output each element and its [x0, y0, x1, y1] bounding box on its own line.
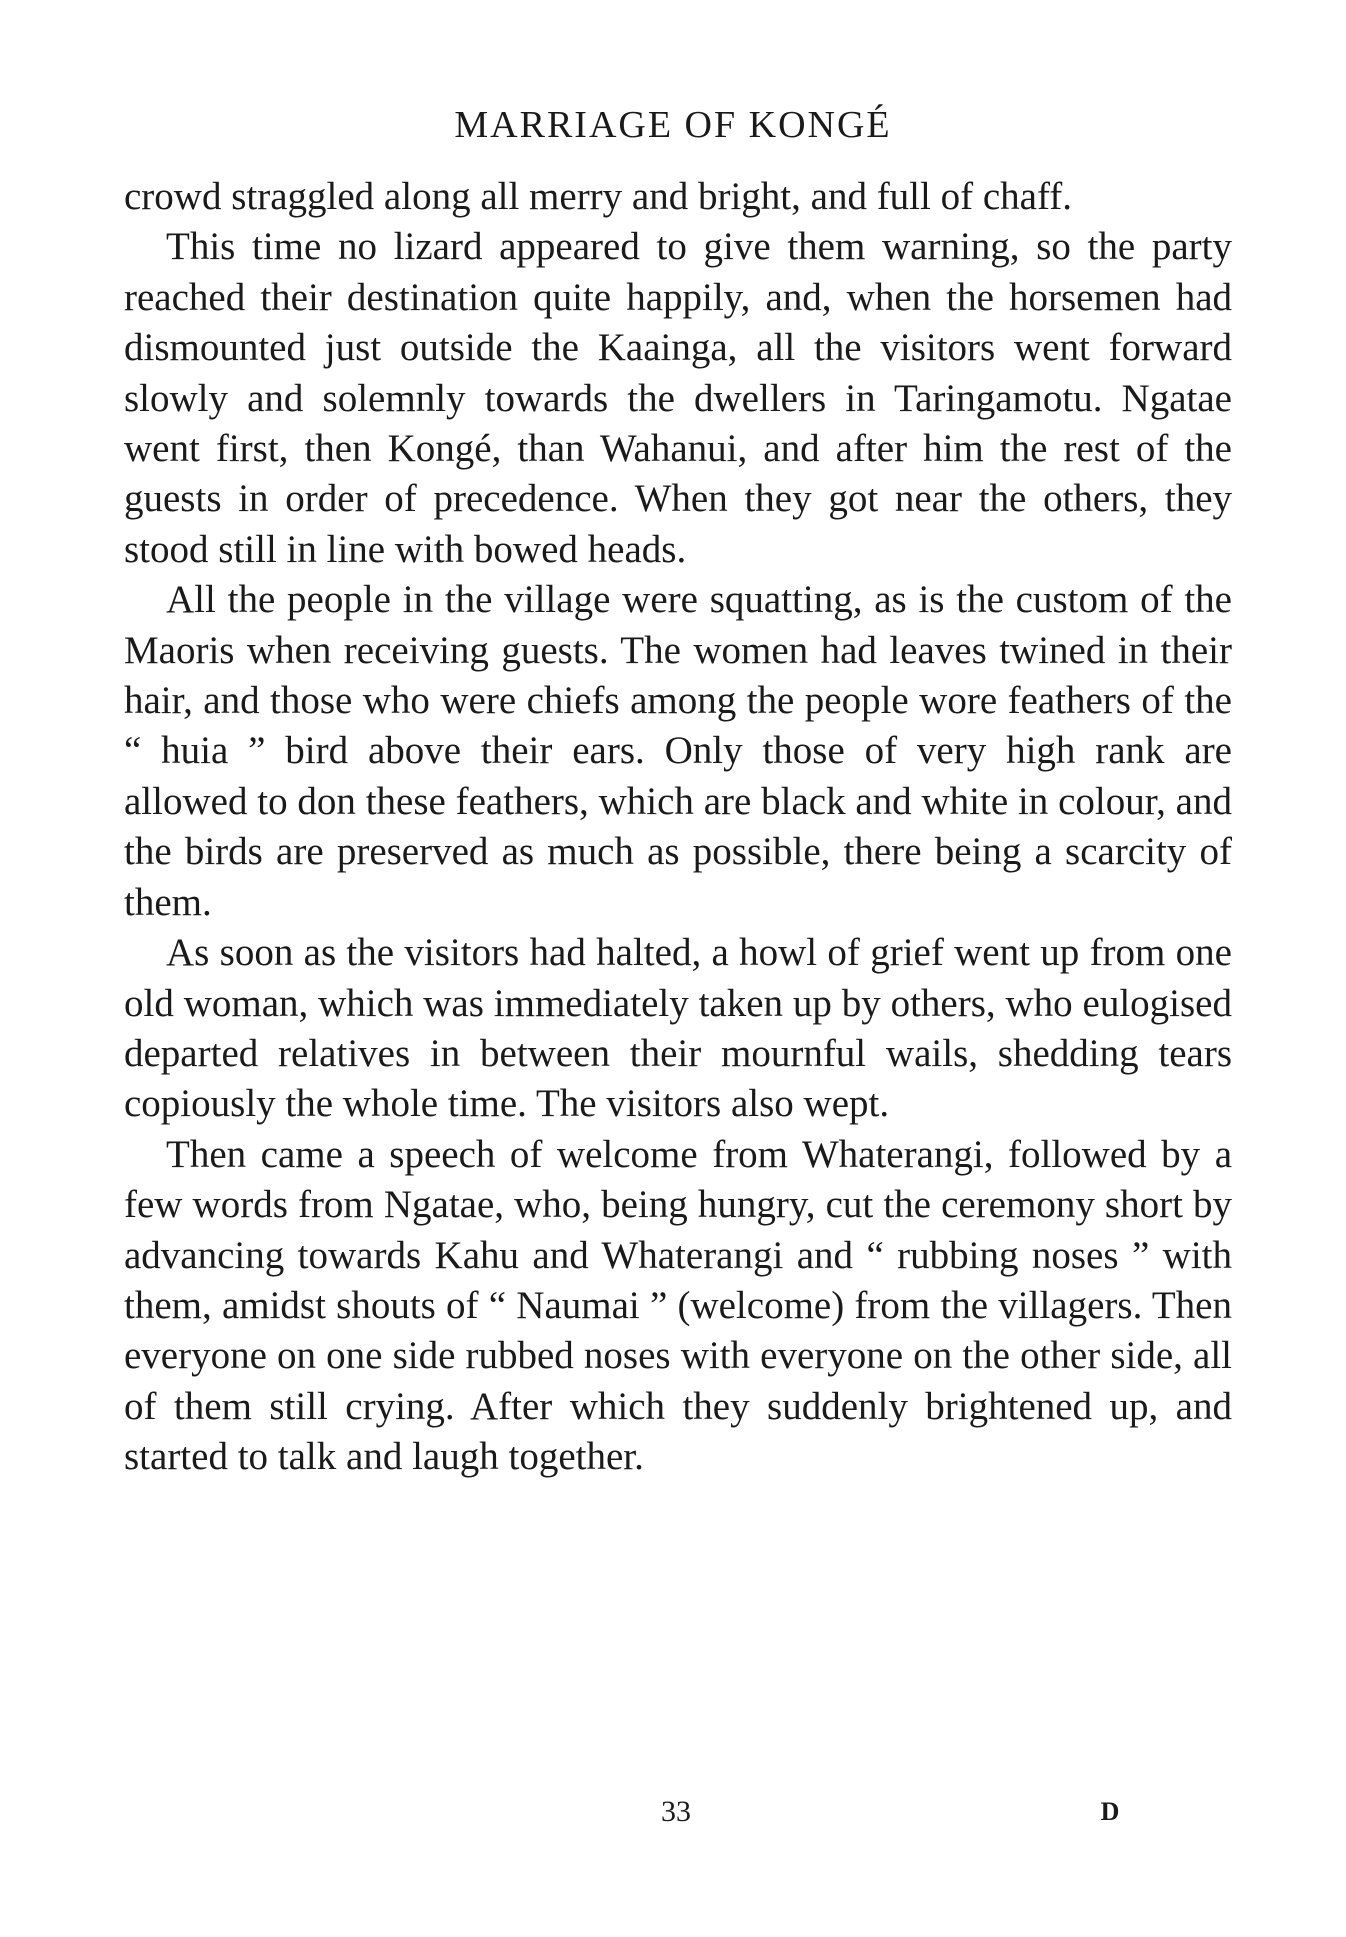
signature-mark: D: [1100, 1797, 1120, 1826]
paragraph: Then came a speech of welcome from Whaterangi, followed by a few words from Ngatae, who, being hungry, cut the ceremony short by advancing towards Kahu and Whaterangi and “ rubbing noses ” with them, amidst shouts of “ Naumai ” (welcome) from the villagers. Then everyone on one side rubbed noses with everyone on the other side, all of them still crying. After which they suddenly brightened up, and started to talk and laugh together.: [124, 1132, 1232, 1479]
paragraph: This time no lizard appeared to give them warning, so the party reached their destination quite happily, and, when the horsemen had dismounted just outside the Kaainga, all the visitors went forward slowly and solemnly towards the dwellers in Taringamotu. Ngatae went first, then Kongé, than Wahanui, and after him the rest of the guests in order of precedence. When they got near the others, they stood still in line with bowed heads.: [124, 225, 1232, 571]
paragraph: As soon as the visitors had halted, a howl of grief went up from one old woman, which was immediately taken up by others, who eulogised departed relatives in between their mournful wails, shedding tears copiously the whole time. The visitors also wept.: [124, 931, 1232, 1126]
paragraph: All the people in the village were squatting, as is the custom of the Maoris when receiving guests. The women had leaves twined in their hair, and those who were chiefs among the people wore feathers of the “ huia ” bird above their ears. Only those of very high rank are allowed to don these feathers, which are black and white in colour, and the birds are preserved as much as possible, there being a scarcity of them.: [124, 578, 1232, 924]
body-text: [124, 172, 1232, 1483]
running-head: MARRIAGE OF KONGÉ: [454, 104, 892, 146]
paragraph-continued: crowd straggled along all merry and bright, and full of chaff.: [124, 175, 1072, 218]
page-number: 33: [661, 1795, 691, 1828]
